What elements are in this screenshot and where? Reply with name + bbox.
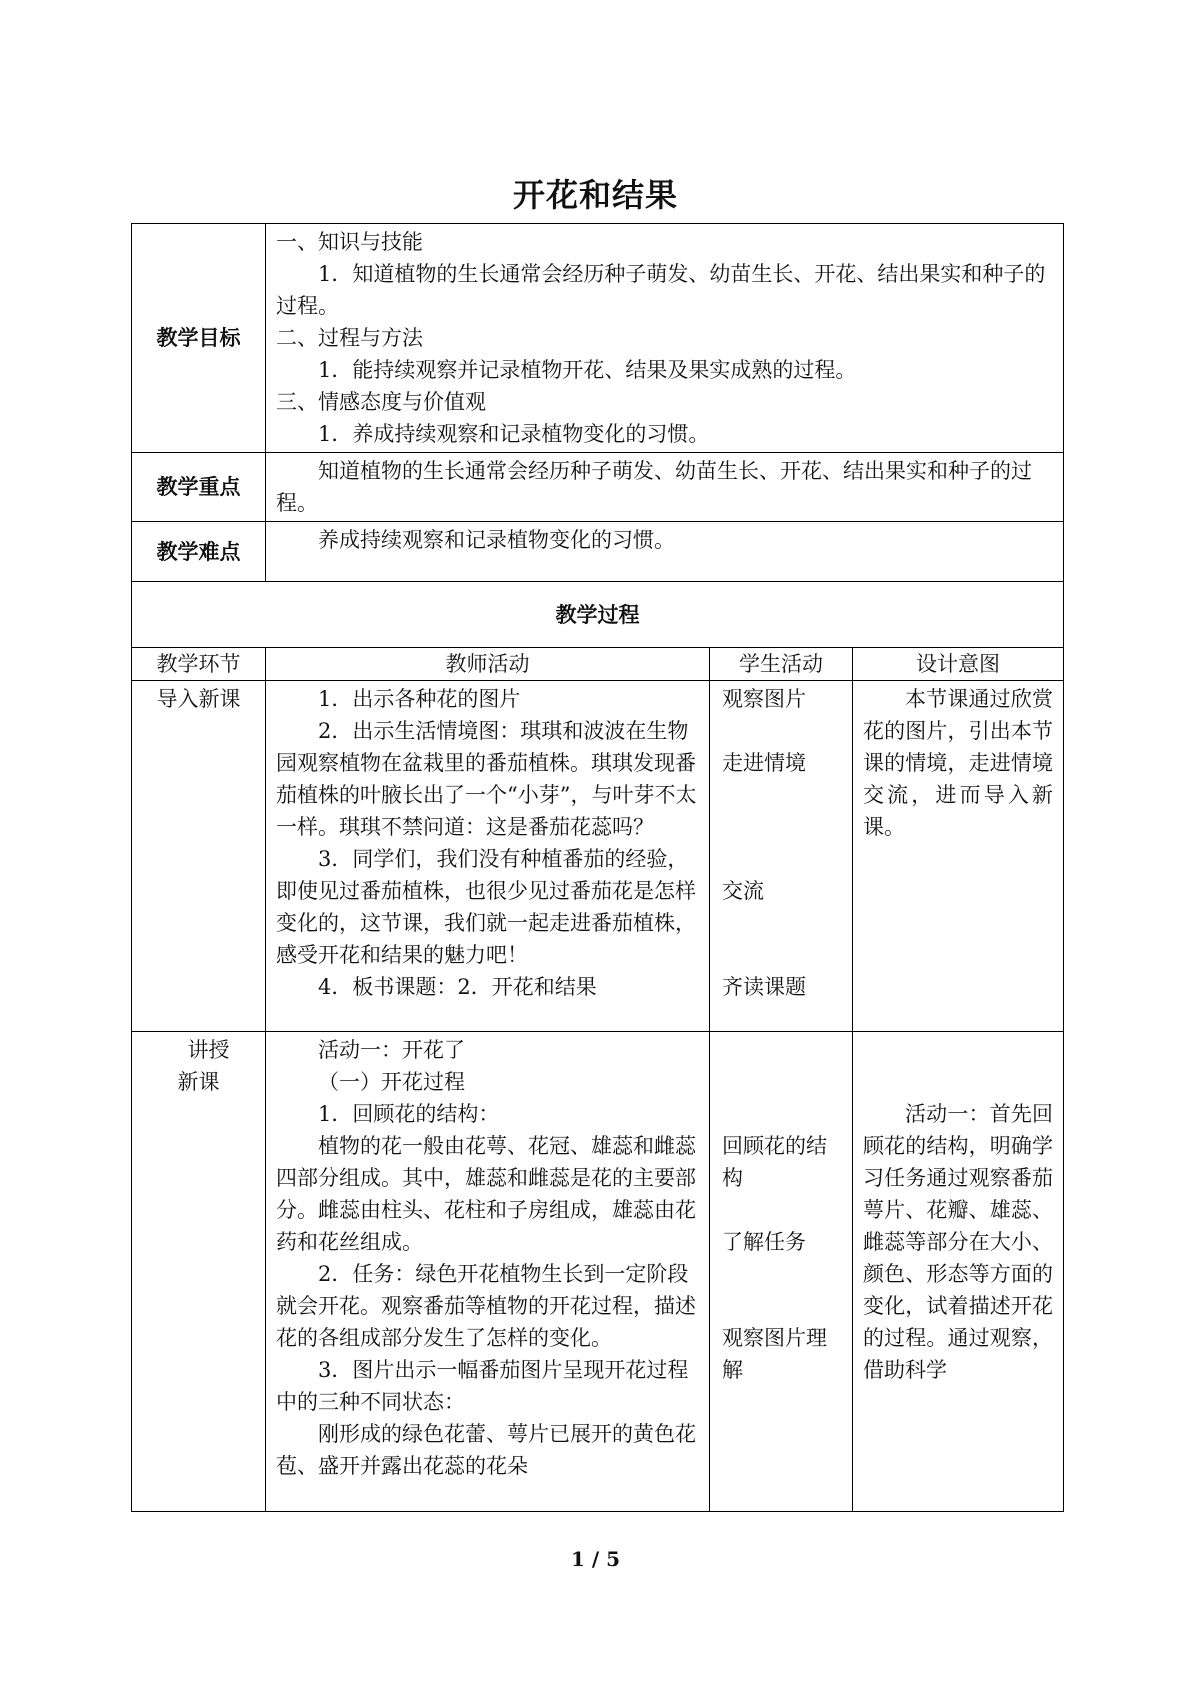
- teacher-line: 刚形成的绿色花蕾、萼片已展开的黄色花苞、盛开并露出花蕊的花朵: [276, 1422, 696, 1478]
- document-title: 开花和结果: [512, 176, 678, 214]
- objectives-line: 二、过程与方法: [276, 326, 423, 350]
- design-text: 本节课通过欣赏花的图片，引出本节课的情境，走进情境交流，进而导入新课。: [863, 687, 1054, 839]
- student-line: 交流: [722, 879, 764, 903]
- stage-cell: [132, 681, 266, 1032]
- objectives-line: 1．能持续观察并记录植物开花、结果及果实成熟的过程。: [318, 358, 857, 382]
- stage-cell: [132, 1032, 266, 1512]
- student-line: 观察图片: [722, 687, 806, 711]
- key-points-label: 教学重点: [132, 453, 266, 522]
- objectives-content: [266, 224, 1064, 453]
- teacher-line: 2．任务：绿色开花植物生长到一定阶段就会开花。观察番茄等植物的开花过程，描述花的各组成部分发生了怎样的变化。: [276, 1262, 696, 1350]
- objectives-line: 一、知识与技能: [276, 230, 423, 254]
- teacher-activity-cell: [266, 1032, 710, 1512]
- process-row-teaching: [132, 1032, 1064, 1512]
- stage-label: 新课: [177, 1070, 220, 1094]
- difficulties-label: 教学难点: [132, 522, 266, 582]
- design-intent-cell: [853, 681, 1064, 1032]
- objectives-line: 1．知道植物的生长通常会经历种子萌发、幼苗生长、开花、结出果实和种子的过程。: [276, 262, 1046, 318]
- teacher-line: 3．同学们，我们没有种植番茄的经验，即使见过番茄植株，也很少见过番茄花是怎样变化的，这节课，我们就一起走进番茄植株，感受开花和结果的魅力吧！: [276, 847, 696, 967]
- difficulties-text: 养成持续观察和记录植物变化的习惯。: [318, 528, 675, 552]
- student-line: 观察图片理解: [722, 1326, 827, 1382]
- teacher-line: 1．出示各种花的图片: [318, 687, 521, 711]
- student-activity-cell: [710, 1032, 853, 1512]
- key-points-text: 知道植物的生长通常会经历种子萌发、幼苗生长、开花、结出果实和种子的过程。: [276, 459, 1032, 515]
- stage-label: 导入新课: [156, 687, 241, 711]
- column-header-student: 学生活动: [710, 648, 853, 681]
- key-points-content: [266, 453, 1064, 522]
- objectives-label: 教学目标: [132, 224, 266, 453]
- design-text: 活动一：首先回顾花的结构，明确学习任务通过观察番茄萼片、花瓣、雄蕊、雌蕊等部分在大小、颜色、形态等方面的变化，试着描述开花的过程。通过观察，借助科学: [863, 1102, 1054, 1382]
- student-line: 回顾花的结构: [722, 1134, 827, 1190]
- design-intent-cell: [853, 1032, 1064, 1512]
- process-row-intro: [132, 681, 1064, 1032]
- teacher-line: 4．板书课题：2．开花和结果: [318, 975, 597, 999]
- teacher-line: 植物的花一般由花萼、花冠、雄蕊和雌蕊四部分组成。其中，雄蕊和雌蕊是花的主要部分。雌蕊由柱头、花柱和子房组成，雄蕊由花药和花丝组成。: [276, 1134, 696, 1254]
- objectives-line: 三、情感态度与价值观: [276, 390, 486, 414]
- column-header-teacher: 教师活动: [266, 648, 710, 681]
- teacher-line: 活动一：开花了: [318, 1038, 465, 1062]
- student-line: 走进情境: [722, 751, 806, 775]
- stage-label: 讲授: [187, 1038, 230, 1062]
- teacher-line: （一）开花过程: [318, 1070, 465, 1094]
- process-heading-row: [132, 582, 1064, 648]
- key-points-row: [132, 453, 1064, 522]
- teacher-activity-cell: [266, 681, 710, 1032]
- objectives-row: [132, 224, 1064, 453]
- column-header-stage: 教学环节: [132, 648, 266, 681]
- difficulties-row: [132, 522, 1064, 582]
- process-column-header-row: [132, 648, 1064, 681]
- student-line: 齐读课题: [722, 975, 806, 999]
- student-line: 了解任务: [722, 1230, 806, 1254]
- objectives-line: 1．养成持续观察和记录植物变化的习惯。: [318, 422, 710, 446]
- teacher-line: 2．出示生活情境图：琪琪和波波在生物园观察植物在盆栽里的番茄植株。琪琪发现番茄植株的叶腋长出了一个“小芽”，与叶芽不太一样。琪琪不禁问道：这是番茄花蕊吗？: [276, 719, 697, 839]
- student-activity-cell: [710, 681, 853, 1032]
- lesson-plan-table: [131, 223, 1064, 1512]
- process-heading: 教学过程: [132, 582, 1064, 648]
- column-header-design: 设计意图: [853, 648, 1064, 681]
- teacher-line: 3．图片出示一幅番茄图片呈现开花过程中的三种不同状态：: [276, 1358, 689, 1414]
- page-number: 1 / 5: [570, 1547, 621, 1571]
- teacher-line: 1．回顾花的结构：: [318, 1102, 500, 1126]
- difficulties-content: [266, 522, 1064, 582]
